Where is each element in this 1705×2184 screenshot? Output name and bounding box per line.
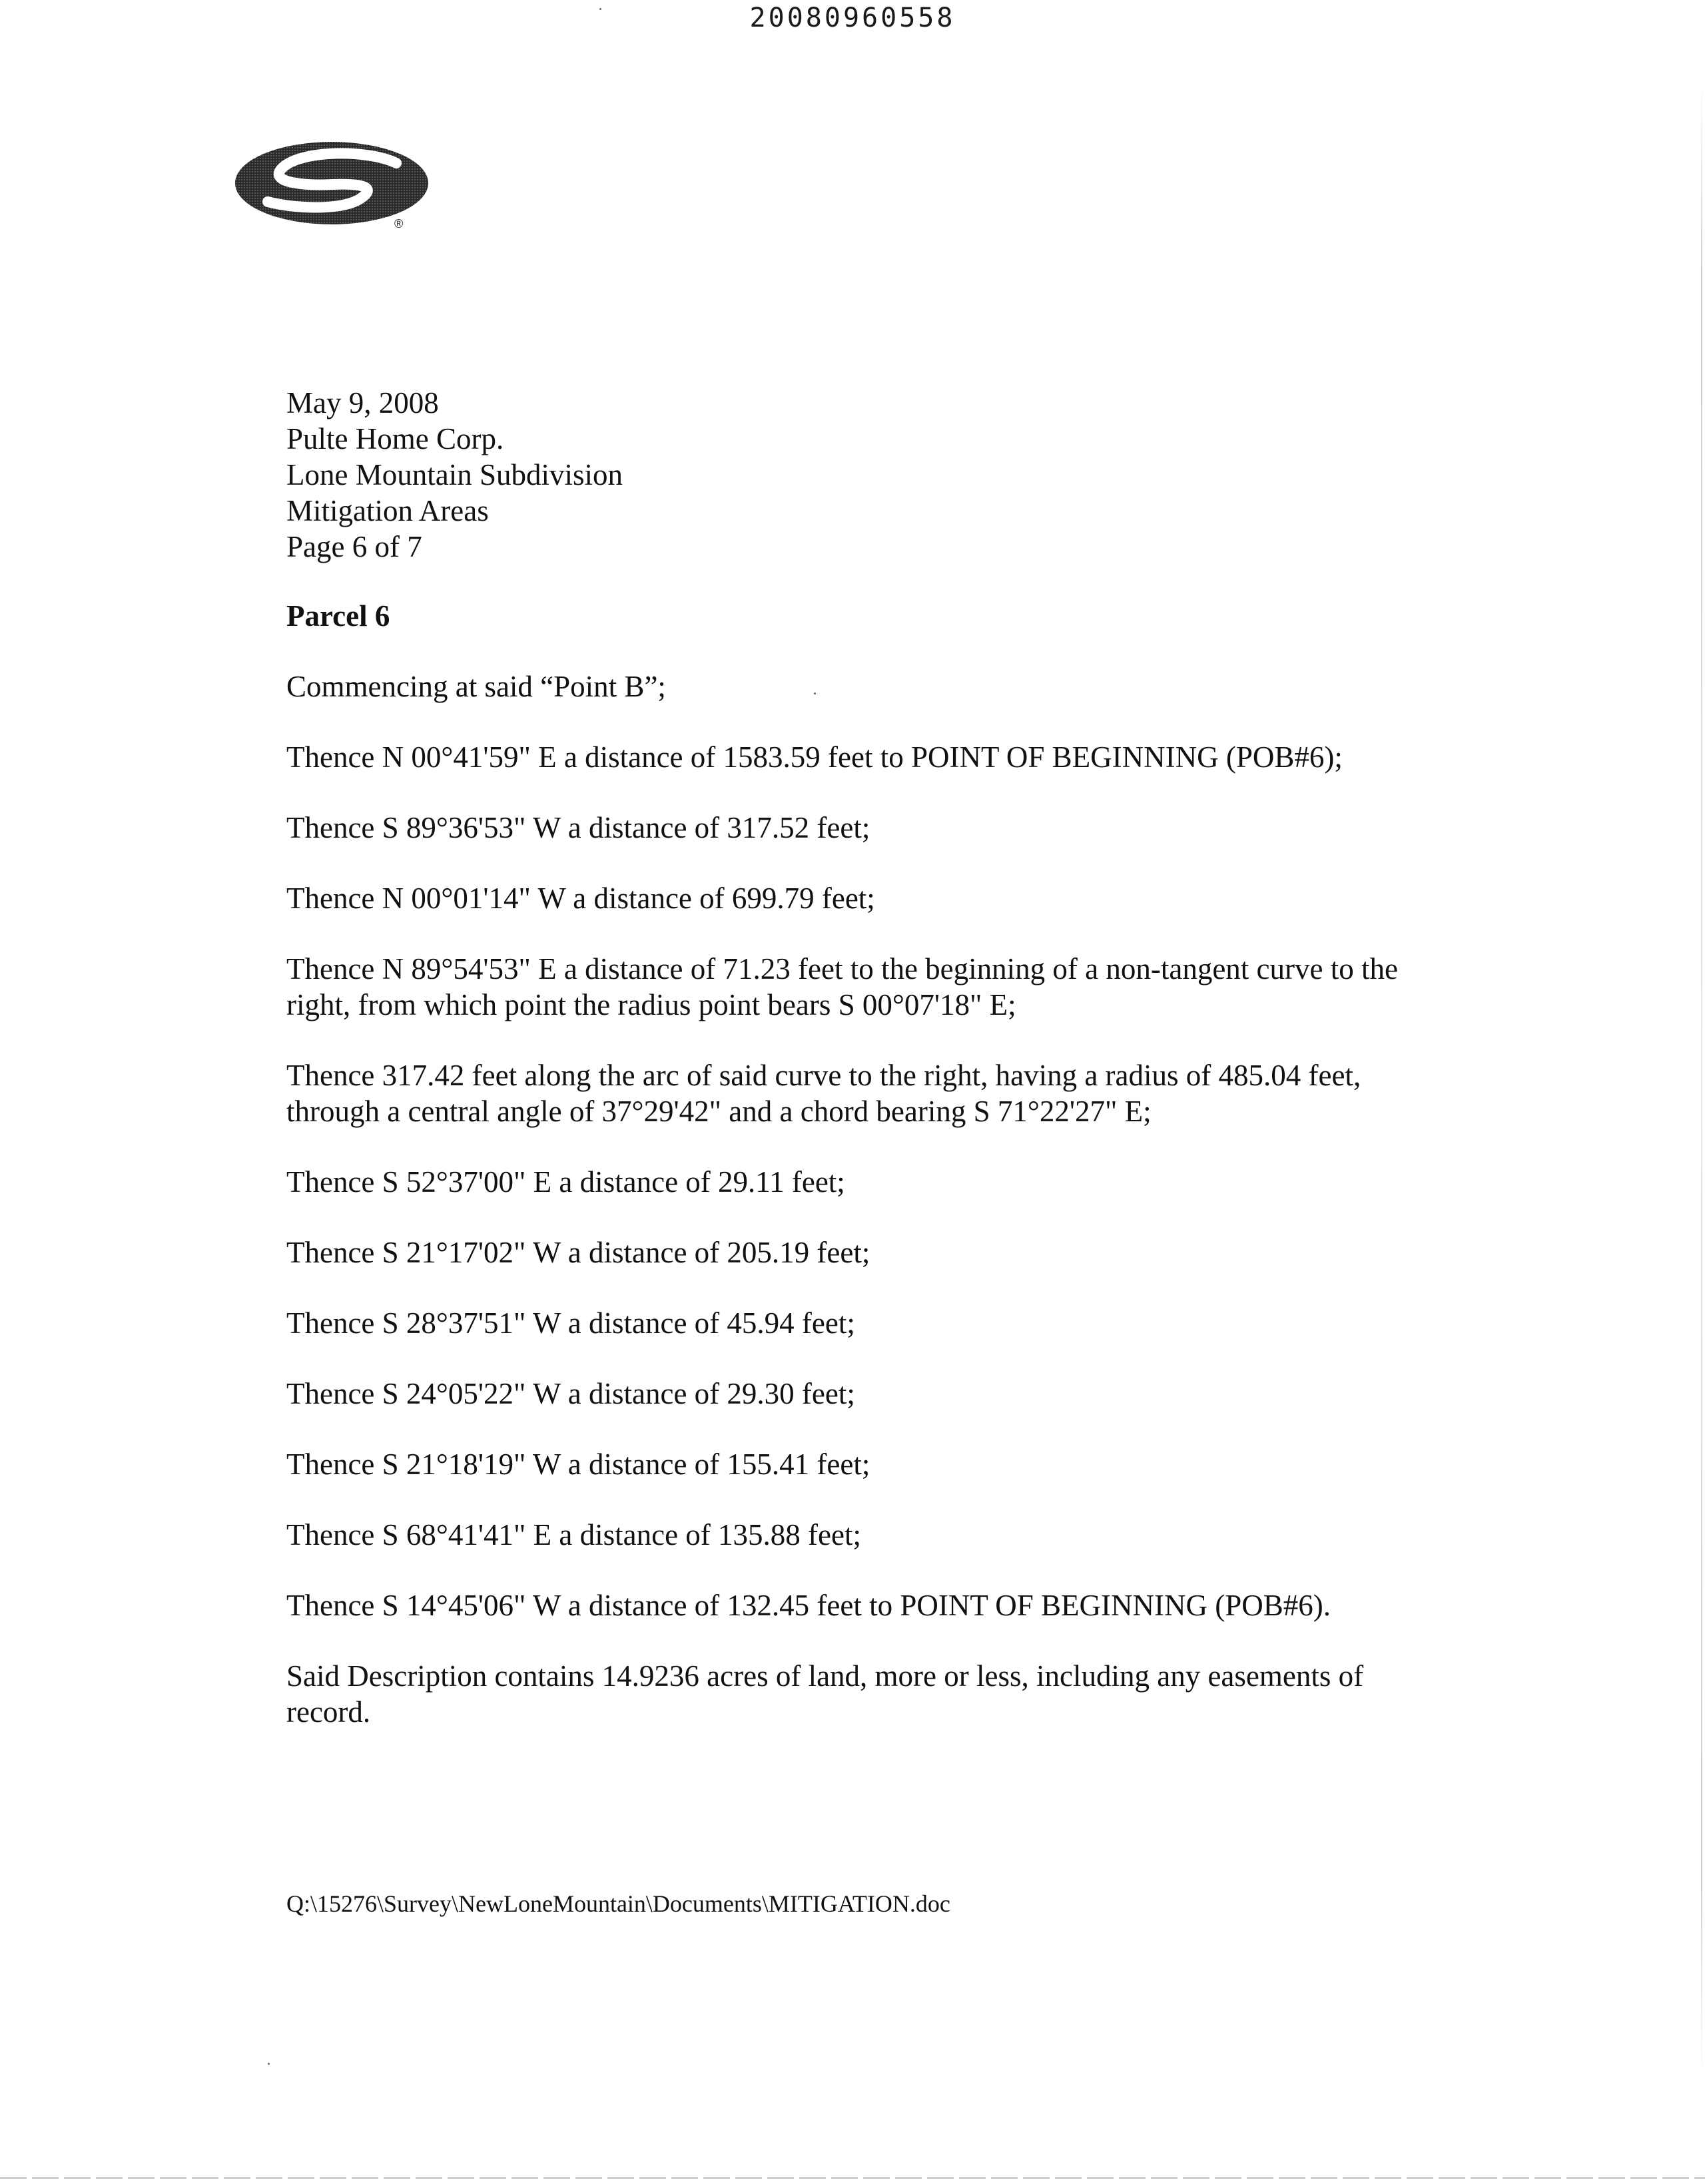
page-number: Page 6 of 7	[286, 530, 422, 563]
paragraph-call-11: Thence S 68°41'41" E a distance of 135.88 feet;	[286, 1518, 861, 1551]
paragraph-call-10: Thence S 21°18'19" W a distance of 155.41 feet;	[286, 1448, 870, 1481]
scan-edge-right	[1701, 80, 1702, 2077]
registered-mark: ®	[394, 217, 404, 230]
company-name: Pulte Home Corp.	[286, 422, 504, 455]
paragraph-curve: Thence 317.42 feet along the arc of said curve to the right, having a radius of 485.04 feet, through a central angle of 37°29'42" and a chord bearing S 71°22'27" E;	[286, 1059, 1361, 1128]
parcel-title: Parcel 6	[286, 599, 390, 633]
scan-speck	[814, 692, 816, 694]
paragraph-call-7: Thence S 21°17'02" W a distance of 205.19 feet;	[286, 1236, 870, 1269]
paragraph-acreage: Said Description contains 14.9236 acres of land, more or less, including any easements of record.	[286, 1659, 1364, 1729]
project-name: Lone Mountain Subdivision	[286, 458, 623, 491]
paragraph-call-3: Thence N 00°01'14" W a distance of 699.79 feet;	[286, 882, 875, 915]
paragraph-call-12: Thence S 14°45'06" W a distance of 132.45 feet to POINT OF BEGINNING (POB#6).	[286, 1589, 1331, 1622]
document-file-path: Q:\15276\Survey\NewLoneMountain\Documents\MITIGATION.doc	[286, 1890, 950, 1917]
paragraph-call-9: Thence S 24°05'22" W a distance of 29.30 feet;	[286, 1377, 855, 1410]
letter-date: May 9, 2008	[286, 386, 439, 419]
subject-line: Mitigation Areas	[286, 494, 489, 527]
paragraph-call-8: Thence S 28°37'51" W a distance of 45.94 feet;	[286, 1306, 855, 1340]
paragraph-call-2: Thence S 89°36'53" W a distance of 317.52 feet;	[286, 811, 870, 844]
letter-body	[286, 385, 1432, 1730]
record-number: 20080960558	[749, 3, 956, 33]
scan-speck	[599, 8, 601, 10]
scan-speck	[268, 2063, 270, 2065]
paragraph-call-4: Thence N 89°54'53" E a distance of 71.23 feet to the beginning of a non-tangent curve to the right, from which point the radius point bears S 00°07'18" E;	[286, 952, 1398, 1021]
scan-edge-bottom	[0, 2177, 1705, 2179]
paragraph-call-6: Thence S 52°37'00" E a distance of 29.11 feet;	[286, 1165, 845, 1199]
paragraph-commencing: Commencing at said “Point B”;	[286, 670, 666, 703]
paragraph-call-1: Thence N 00°41'59" E a distance of 1583.59 feet to POINT OF BEGINNING (POB#6);	[286, 740, 1343, 774]
letter-header	[286, 385, 1432, 565]
